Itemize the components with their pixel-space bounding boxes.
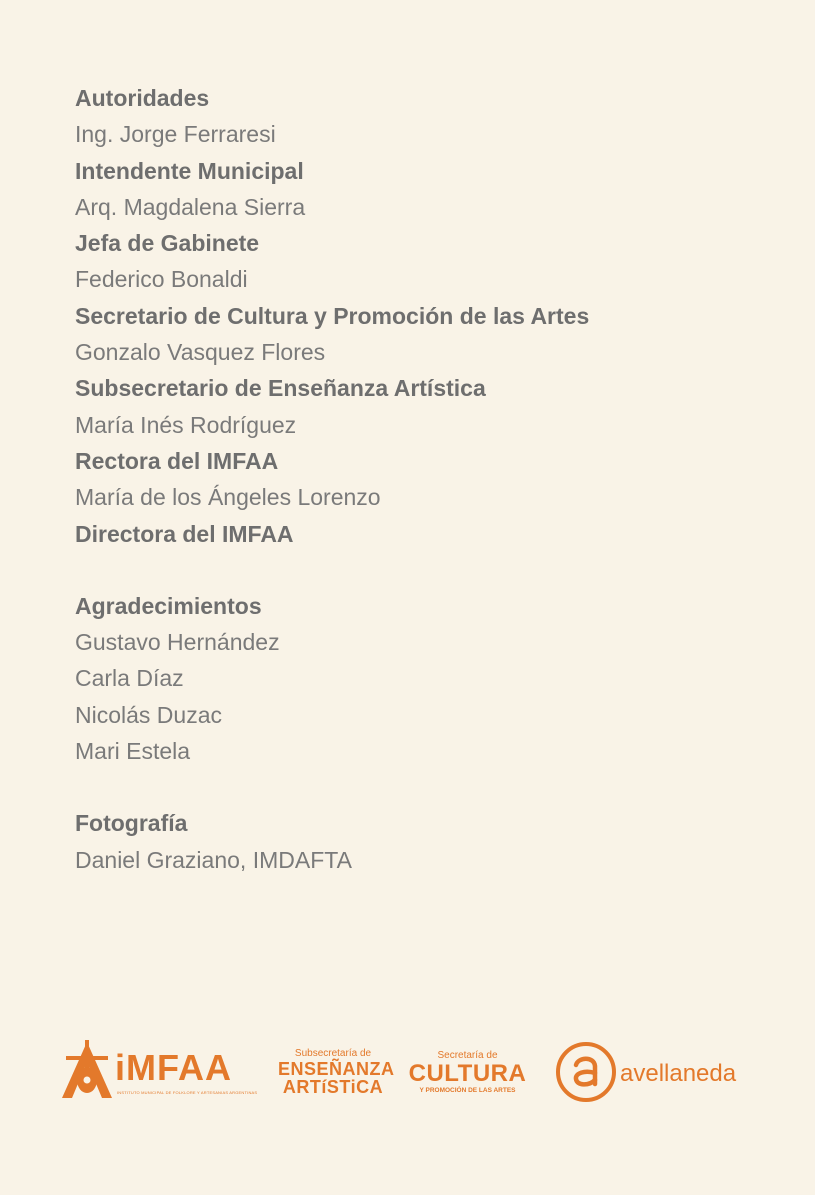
avellaneda-logo bbox=[555, 1041, 755, 1105]
ensenanza-line2: ARTíSTiCA bbox=[282, 1077, 384, 1097]
thanks-name: Gustavo Hernández bbox=[75, 629, 280, 656]
person-name: María de los Ángeles Lorenzo bbox=[75, 484, 381, 511]
cultura-logo bbox=[405, 1050, 530, 1105]
avellaneda-wordmark: avellaneda bbox=[620, 1060, 737, 1087]
section-gap bbox=[75, 769, 775, 805]
thanks-name: Carla Díaz bbox=[75, 665, 184, 692]
role-title: Directora del IMFAA bbox=[75, 520, 294, 547]
cultura-small-label: Secretaría de bbox=[437, 1050, 498, 1061]
logos-row bbox=[60, 1040, 760, 1110]
person-name: Gonzalo Vasquez Flores bbox=[75, 339, 326, 366]
role-title: Intendente Municipal bbox=[75, 157, 304, 184]
ensenanza-artistica-logo bbox=[278, 1048, 395, 1103]
section-gap bbox=[75, 552, 775, 588]
ensenanza-line1: ENSEÑANZA bbox=[278, 1059, 395, 1079]
avellaneda-a-icon bbox=[555, 1041, 617, 1103]
person-name: Federico Bonaldi bbox=[75, 266, 248, 293]
agradecimientos-heading: Agradecimientos bbox=[75, 592, 262, 619]
person-name: María Inés Rodríguez bbox=[75, 411, 297, 438]
guitar-emblem-icon bbox=[60, 1040, 115, 1102]
cultura-sub-label: Y PROMOCIÓN DE LAS ARTES bbox=[419, 1087, 516, 1094]
photographer-name: Daniel Graziano, IMDAFTA bbox=[75, 846, 352, 873]
credits-block bbox=[75, 80, 775, 878]
person-name: Ing. Jorge Ferraresi bbox=[75, 121, 276, 148]
role-title: Rectora del IMFAA bbox=[75, 447, 279, 474]
thanks-name: Mari Estela bbox=[75, 738, 191, 765]
role-title: Subsecretario de Enseñanza Artística bbox=[75, 375, 486, 402]
fotografia-heading: Fotografía bbox=[75, 810, 188, 837]
imfaa-logo bbox=[60, 1040, 260, 1102]
imfaa-tagline: INSTITUTO MUNICIPAL DE FOLKLORE Y ARTESANIAS ARGENTINAS bbox=[117, 1090, 258, 1095]
imfaa-wordmark: iMFAA bbox=[115, 1047, 232, 1088]
role-title: Secretario de Cultura y Promoción de las Artes bbox=[75, 302, 590, 329]
ensenanza-small-label: Subsecretaría de bbox=[294, 1048, 372, 1059]
person-name: Arq. Magdalena Sierra bbox=[75, 193, 306, 220]
thanks-name: Nicolás Duzac bbox=[75, 701, 222, 728]
role-title: Jefa de Gabinete bbox=[75, 230, 260, 257]
cultura-big-label: CULTURA bbox=[408, 1060, 527, 1087]
autoridades-heading: Autoridades bbox=[75, 85, 210, 111]
